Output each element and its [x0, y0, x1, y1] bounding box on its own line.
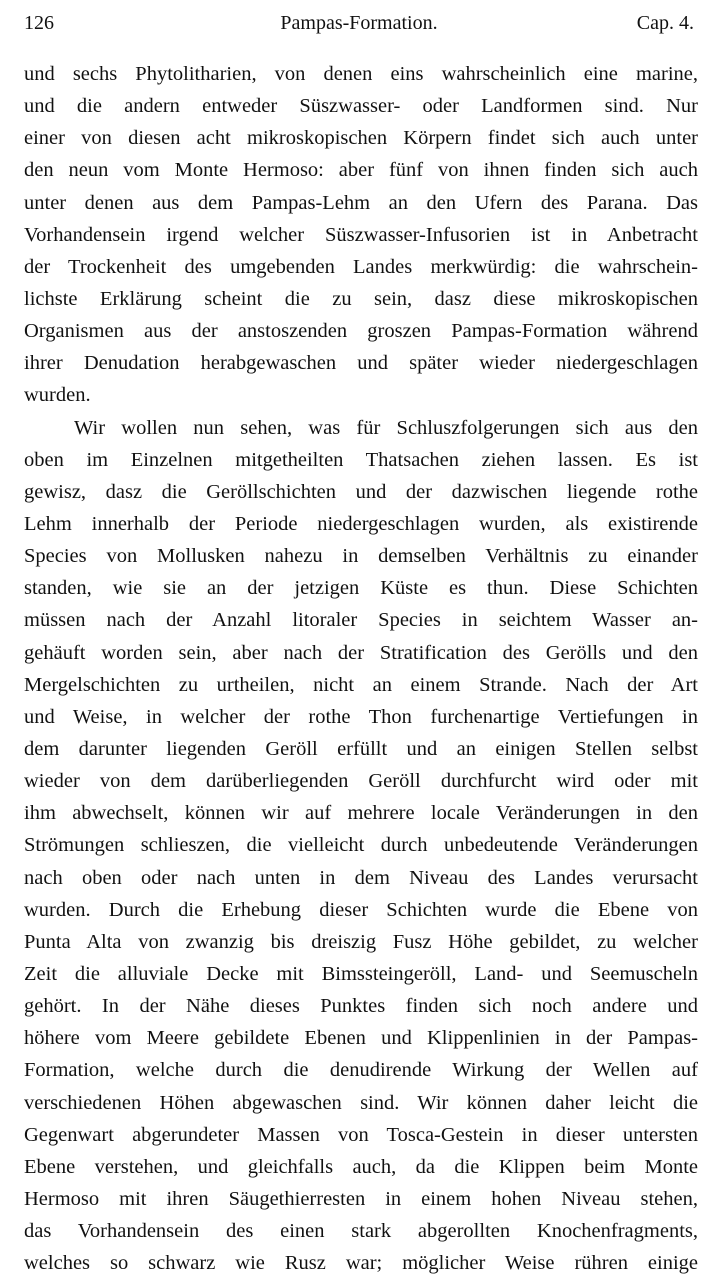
text-line: und die andern entweder Süszwasser- oder Landformen sind. Nur [24, 95, 698, 118]
text-line: Organismen aus der anstoszenden groszen Pampas-Formation während [24, 320, 698, 343]
text-line: Punta Alta von zwanzig bis dreiszig Fusz Höhe gebildet, zu welcher [24, 930, 698, 953]
text-line: und Weise, in welcher der rothe Thon furchenartige Vertiefungen in [24, 705, 698, 728]
text-line: gehäuft worden sein, aber nach der Stratification des Gerölls und den [24, 641, 698, 664]
text-line: gewisz, dasz die Geröllschichten und der dazwischen liegende rothe [24, 480, 698, 503]
text-line: unter denen aus dem Pampas-Lehm an den Ufern des Parana. Das [24, 191, 698, 214]
text-line: höhere vom Meere gebildete Ebenen und Klippenlinien in der Pampas- [24, 1027, 698, 1050]
text-line: Formation, welche durch die denudirende Wirkung der Wellen auf [24, 1059, 698, 1082]
running-title: Pampas-Formation. [280, 12, 438, 34]
page-number: 126 [24, 12, 54, 34]
text-line: lichste Erklärung scheint die zu sein, dasz diese mikroskopischen [24, 287, 698, 310]
text-line: ihm abwechselt, können wir auf mehrere locale Veränderungen in den [24, 802, 698, 825]
body-text [24, 58, 698, 1279]
text-line: der Trockenheit des umgebenden Landes merkwürdig: die wahrschein- [24, 255, 698, 278]
text-line: müssen nach der Anzahl litoraler Species in seichtem Wasser an- [24, 609, 698, 632]
text-line: den neun vom Monte Hermoso: aber fünf von ihnen finden sich auch [24, 159, 698, 182]
text-line: oben im Einzelnen mitgetheilten Thatsachen ziehen lassen. Es ist [24, 448, 698, 471]
text-line: gehört. In der Nähe dieses Punktes finden sich noch andere und [24, 995, 698, 1018]
text-line: Mergelschichten zu urtheilen, nicht an einem Strande. Nach der Art [24, 673, 698, 696]
paragraph-2 [24, 412, 698, 1279]
chapter-label: Cap. 4. [636, 12, 694, 34]
text-line: Hermoso mit ihren Säugethierresten in einem hohen Niveau stehen, [24, 1187, 698, 1210]
text-line: das Vorhandensein des einen stark abgerollten Knochenfragments, [24, 1220, 698, 1243]
text-line: einer von diesen acht mikroskopischen Körpern findet sich auch unter [24, 127, 698, 150]
text-line: Lehm innerhalb der Periode niedergeschlagen wurden, als existirende [24, 512, 698, 535]
running-head [24, 8, 694, 38]
text-line: wurden. Durch die Erhebung dieser Schichten wurde die Ebene von [24, 898, 698, 921]
text-line: verschiedenen Höhen abgewaschen sind. Wir können daher leicht die [24, 1091, 698, 1114]
paragraph-1 [24, 58, 698, 412]
text-line: Gegenwart abgerundeter Massen von Tosca-Gestein in dieser untersten [24, 1123, 698, 1146]
text-line: Zeit die alluviale Decke mit Bimssteingeröll, Land- und Seemuscheln [24, 962, 698, 985]
text-line: Ebene verstehen, und gleichfalls auch, da die Klippen beim Monte [24, 1155, 698, 1178]
text-line: und sechs Phytolitharien, von denen eins wahrscheinlich eine marine, [24, 63, 698, 85]
text-line: wieder von dem darüberliegenden Geröll durchfurcht wird oder mit [24, 770, 698, 793]
text-line: welches so schwarz wie Rusz war; möglicher Weise rühren einige [24, 1252, 698, 1275]
text-line: Vorhandensein irgend welcher Süszwasser-Infusorien ist in Anbetracht [24, 223, 698, 246]
text-line: ihrer Denudation herabgewaschen und später wieder niedergeschlagen [24, 352, 698, 375]
text-line: Wir wollen nun sehen, was für Schluszfolgerungen sich aus den [74, 416, 698, 439]
text-line: dem darunter liegenden Geröll erfüllt und an einigen Stellen selbst [24, 737, 698, 760]
text-line: Strömungen schlieszen, die vielleicht durch unbedeutende Veränderungen [24, 834, 698, 857]
text-line: standen, wie sie an der jetzigen Küste es thun. Diese Schichten [24, 577, 698, 600]
text-line: wurden. [24, 384, 91, 407]
text-line: nach oben oder nach unten in dem Niveau des Landes verursacht [24, 866, 698, 889]
text-line: Species von Mollusken nahezu in demselben Verhältnis zu einander [24, 545, 698, 568]
